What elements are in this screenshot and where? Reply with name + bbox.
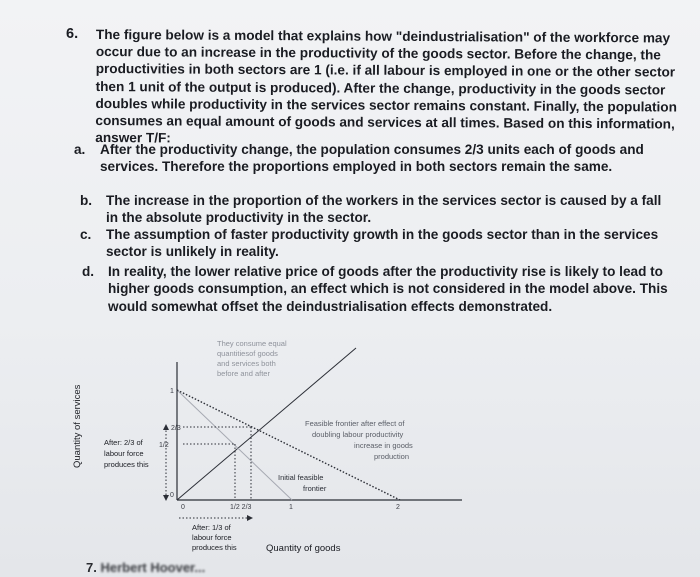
item-letter: b. — [80, 193, 93, 208]
answer-item-c — [80, 226, 676, 261]
svg-text:before and after: before and after — [217, 369, 270, 378]
annotation-frontier-after — [305, 419, 413, 461]
question-number: 6. — [66, 26, 79, 42]
answer-item-d — [82, 263, 678, 315]
annotation-goods-labour — [192, 523, 237, 552]
x-tick-1: 1 — [289, 504, 293, 511]
x-axis-label: Quantity of goods — [266, 543, 341, 554]
next-question-number: 7. — [86, 560, 97, 575]
y-tick-2-3: 2/3 — [171, 425, 181, 432]
svg-text:They consume equal: They consume equal — [217, 339, 287, 348]
svg-text:Initial feasible: Initial feasible — [278, 473, 324, 482]
arrowhead-up — [163, 424, 169, 430]
question-text: The figure below is a model that explains how "deindustrialisation" of the workforce may occur due to an increase in the productivity of the goods sector. Before the change, the productivities in both sectors are 1 (i.e. if all labour is employed in one or the other sector then 1 unit of the output is produced). After the change, productivity in the goods sector doubles while productivity in the services sector remains constant. Finally, the population consumes an equal amount of goods and services at all times. Based on this information, answer T/F: — [95, 26, 677, 146]
annotation-services-labour — [104, 438, 149, 469]
svg-text:produces this: produces this — [192, 543, 237, 552]
arrowhead-right — [247, 515, 253, 521]
annotation-equal-consumption — [217, 339, 287, 378]
item-letter: a. — [74, 142, 86, 157]
x-tick-2: 2 — [396, 504, 400, 511]
svg-text:produces this: produces this — [104, 460, 149, 469]
y-tick-1-2: 1/2 — [159, 442, 169, 449]
arrowhead-down — [163, 495, 169, 501]
answer-item-b — [80, 192, 676, 227]
item-letter: d. — [82, 264, 95, 279]
y-tick-1: 1 — [170, 388, 174, 395]
y-axis-label: Quantity of services — [72, 384, 83, 468]
svg-text:increase in goods: increase in goods — [354, 441, 413, 450]
answer-item-a — [74, 141, 685, 176]
svg-text:After: 1/3 of: After: 1/3 of — [192, 523, 231, 532]
item-text: The assumption of faster productivity growth in the goods sector than in the services sector is unlikely in reality. — [106, 227, 659, 260]
svg-text:quantitiesof goods: quantitiesof goods — [217, 349, 278, 358]
item-letter: c. — [80, 227, 92, 242]
svg-text:labour force: labour force — [192, 533, 232, 542]
svg-text:frontier: frontier — [303, 484, 327, 493]
svg-text:and services both: and services both — [217, 359, 276, 368]
x-tick-1-2-2-3: 1/2 2/3 — [230, 504, 252, 511]
item-text: The increase in the proportion of the workers in the services sector is caused by a fall in the absolute productivity in the sector. — [106, 193, 662, 226]
y-tick-0: 0 — [170, 492, 174, 499]
svg-text:labour force: labour force — [104, 449, 144, 458]
item-text: In reality, the lower relative price of goods after the productivity rise is likely to lead to higher goods consumption, an effect which is not considered in the model above. This would somewhat offset the deindustrialisation effects demonstrated. — [108, 264, 668, 314]
svg-text:production: production — [374, 452, 410, 461]
annotation-initial-frontier — [278, 473, 327, 493]
svg-text:After: 2/3 of: After: 2/3 of — [104, 438, 143, 447]
x-tick-0: 0 — [181, 504, 185, 511]
next-question-text: Herbert Hoover... — [100, 560, 206, 575]
item-text: After the productivity change, the population consumes 2/3 units each of goods and services. Therefore the proportions employed in both sectors remain the same. — [100, 142, 644, 175]
next-question — [86, 560, 205, 575]
svg-text:doubling labour productivity: doubling labour productivity — [312, 430, 404, 439]
svg-text:Feasible frontier after effect: Feasible frontier after effect of — [305, 419, 405, 428]
deindustrialisation-figure — [60, 332, 490, 562]
